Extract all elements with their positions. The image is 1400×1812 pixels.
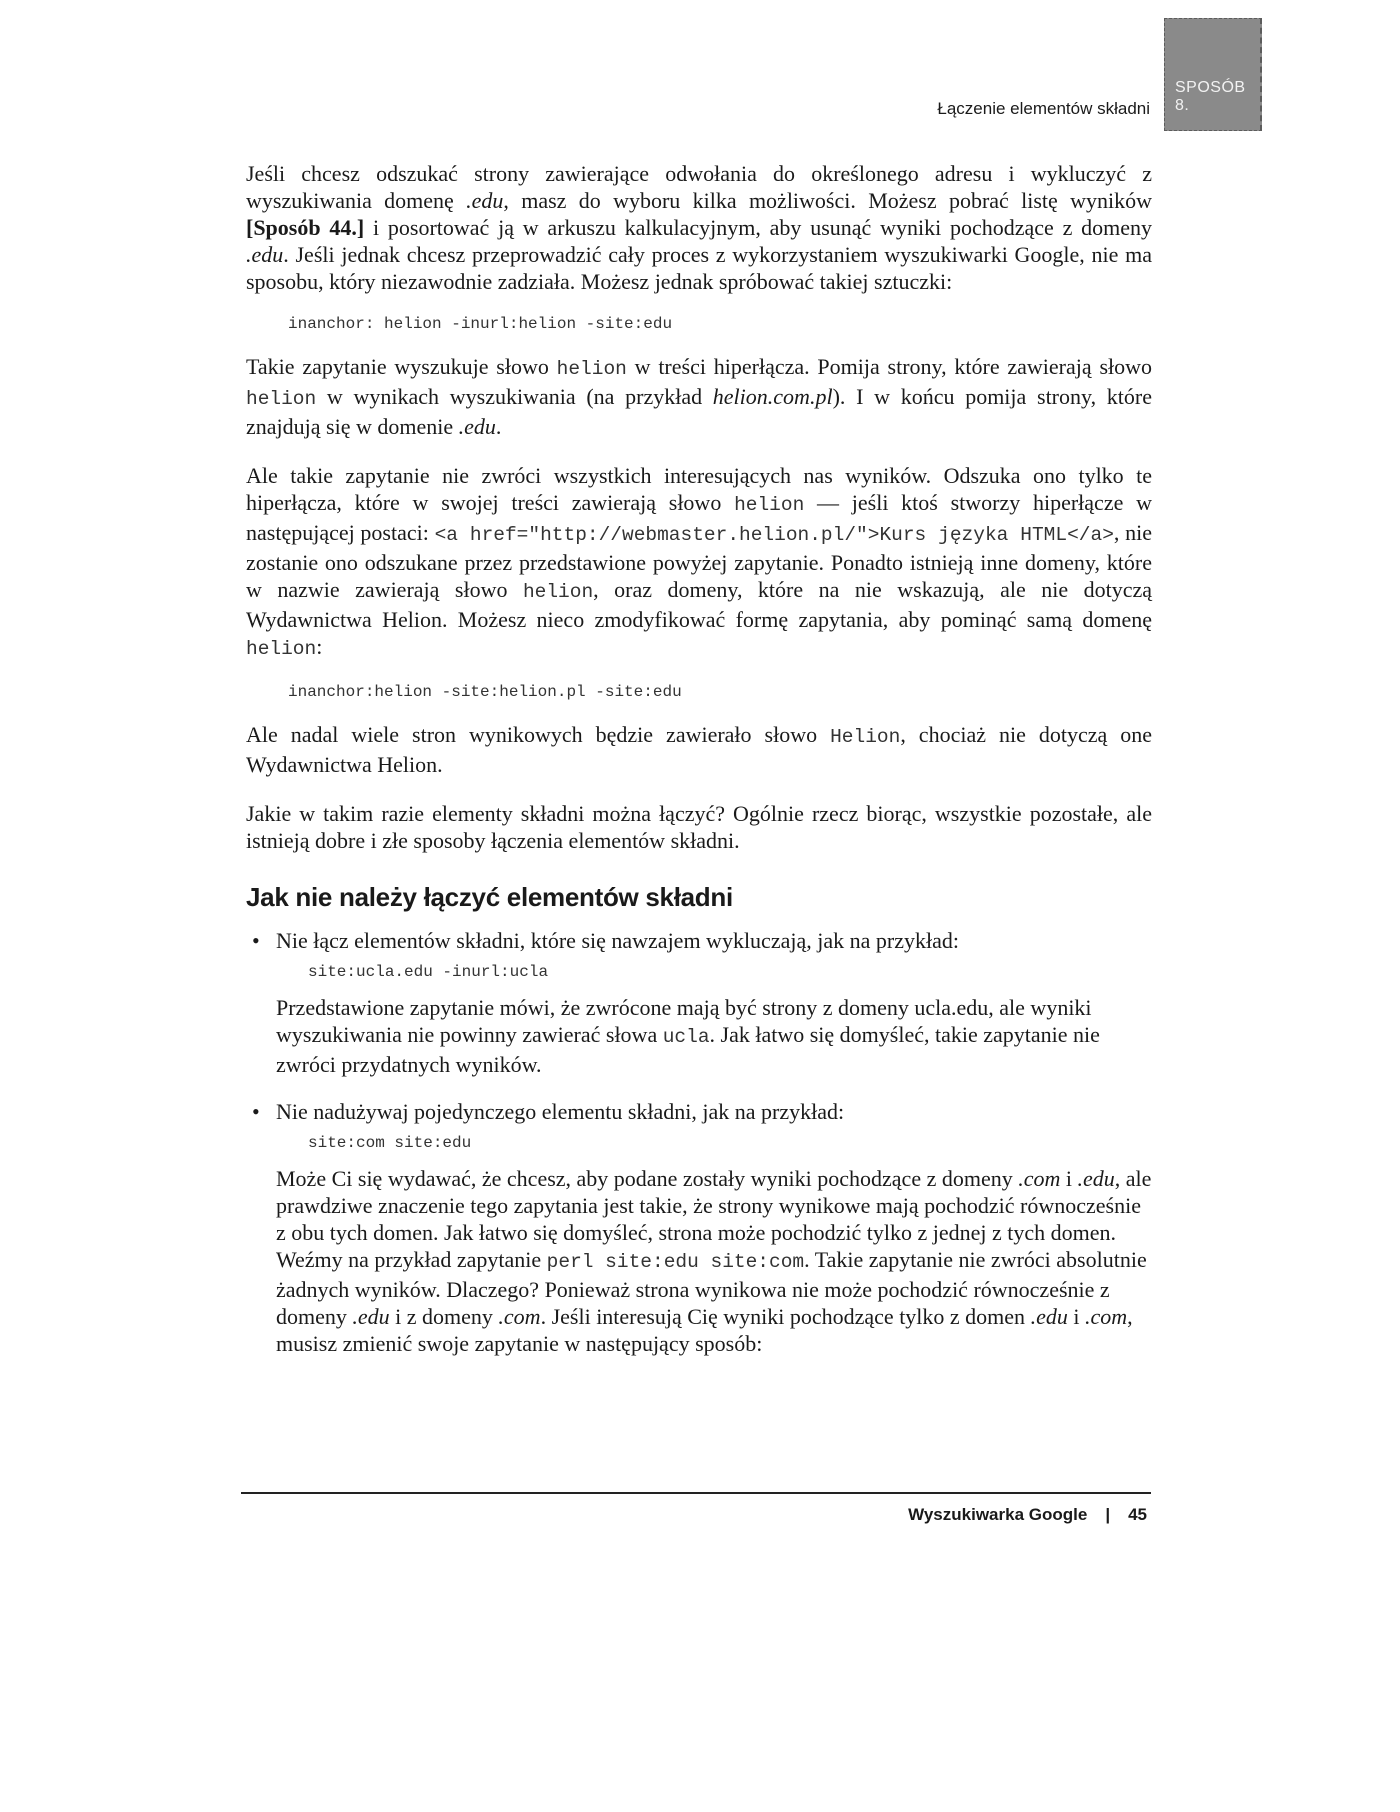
chapter-tab-label — [1175, 79, 1246, 115]
paragraph-4: Ale nadal wiele stron wynikowych będzie zawierało słowo Helion, chociaż nie dotyczą one Wydawnictwa Helion. — [246, 722, 1152, 777]
bullet-1-lead: Nie łącz elementów składni, które się nawzajem wykluczają, jak na przykład: — [276, 928, 959, 953]
paragraph-5: Jakie w takim razie elementy składni można łączyć? Ogólnie rzecz biorąc, wszystkie pozostałe, ale istnieją dobre i złe sposoby łączenia elementów składni. — [246, 801, 1152, 853]
book-title: Wyszukiwarka Google — [908, 1505, 1088, 1524]
chapter-tab — [1164, 18, 1262, 131]
bullet-item-2 — [246, 1098, 1152, 1357]
chapter-tab-number: 8. — [1175, 97, 1190, 114]
bullet-dot-icon: • — [252, 928, 260, 953]
section-heading: Jak nie należy łączyć elementów składni — [246, 882, 733, 912]
code-example-2: inanchor:helion -site:helion.pl -site:edu — [288, 683, 682, 701]
page-number: 45 — [1128, 1505, 1147, 1524]
chapter-tab-title: SPOSÓB — [1175, 79, 1246, 96]
code-example-1: inanchor: helion -inurl:helion -site:edu — [288, 315, 673, 333]
page-content — [246, 160, 1152, 1357]
bullet-1-paragraph: Przedstawione zapytanie mówi, że zwrócone mają być strony z domeny ucla.edu, ale wyniki wyszukiwania nie powinny zawierać słowa ucla. Jak łatwo się domyśleć, takie zapytanie nie zwróci przydatnych wyników. — [276, 995, 1100, 1077]
paragraph-1: Jeśli chcesz odszukać strony zawierające odwołania do określonego adresu i wykluczyć z wyszukiwania domenę .edu, masz do wyboru kilka możliwości. Możesz pobrać listę wyników [Sposób 44.] i posortować ją w arkuszu kalkulacyjnym, aby usunąć wyniki pochodzące z domeny .edu. Jeśli jednak chcesz przeprowadzić cały proces z wykorzystaniem wyszukiwarki Google, nie ma sposobu, który niezawodnie zadziała. Możesz jednak spróbować takiej sztuczki: — [246, 161, 1153, 294]
bullet-1-code: site:ucla.edu -inurl:ucla — [308, 963, 549, 981]
bullet-item-1 — [246, 927, 1152, 1078]
paragraph-3: Ale takie zapytanie nie zwróci wszystkich interesujących nas wyników. Odszuka ono tylko te hiperłącza, które w swojej treści zawierają słowo helion — jeśli ktoś stworzy hiperłącze w następującej postaci: <a href="http://webmaster.helion.pl/">Kurs języka HTML</a>, nie zostanie ono odszukane przez przedstawione powyżej zapytanie. Ponadto istnieją inne domeny, które w nazwie zawierają słowo helion, oraz domeny, które na nie wskazują, ale nie dotyczą Wydawnictwa Helion. Możesz nieco zmodyfikować formę zapytania, aby pominąć samą domenę helion: — [246, 463, 1152, 660]
bullet-2-lead: Nie nadużywaj pojedynczego elementu składni, jak na przykład: — [276, 1099, 845, 1124]
footer-rule — [241, 1492, 1151, 1494]
running-head: Łączenie elementów składni — [937, 99, 1150, 118]
bullet-dot-icon: • — [252, 1099, 260, 1124]
bullet-2-code: site:com site:edu — [308, 1134, 472, 1152]
cross-reference: [Sposób 44.] — [246, 215, 365, 240]
paragraph-2: Takie zapytanie wyszukuje słowo helion w treści hiperłącza. Pomija strony, które zawierają słowo helion w wynikach wyszukiwania (na przykład helion.com.pl). I w końcu pomija strony, które znajdują się w domenie .edu. — [246, 354, 1152, 439]
footer-separator: | — [1105, 1505, 1111, 1524]
page-footer — [908, 1505, 1147, 1525]
bullet-2-paragraph: Może Ci się wydawać, że chcesz, aby podane zostały wyniki pochodzące z domeny .com i .edu, ale prawdziwe znaczenie tego zapytania jest takie, że strony wynikowe mają pochodzić równocześnie z obu tych domen. Jak łatwo się domyśleć, strona może pochodzić tylko z jednej z tych domen. Weźmy na przykład zapytanie perl site:edu site:com. Takie zapytanie nie zwróci absolutnie żadnych wyników. Dlaczego? Ponieważ strona wynikowa nie może pochodzić równocześnie z domeny .edu i z domeny .com. Jeśli interesują Cię wyniki pochodzące tylko z domen .edu i .com, musisz zmienić swoje zapytanie w następujący sposób: — [276, 1166, 1152, 1356]
